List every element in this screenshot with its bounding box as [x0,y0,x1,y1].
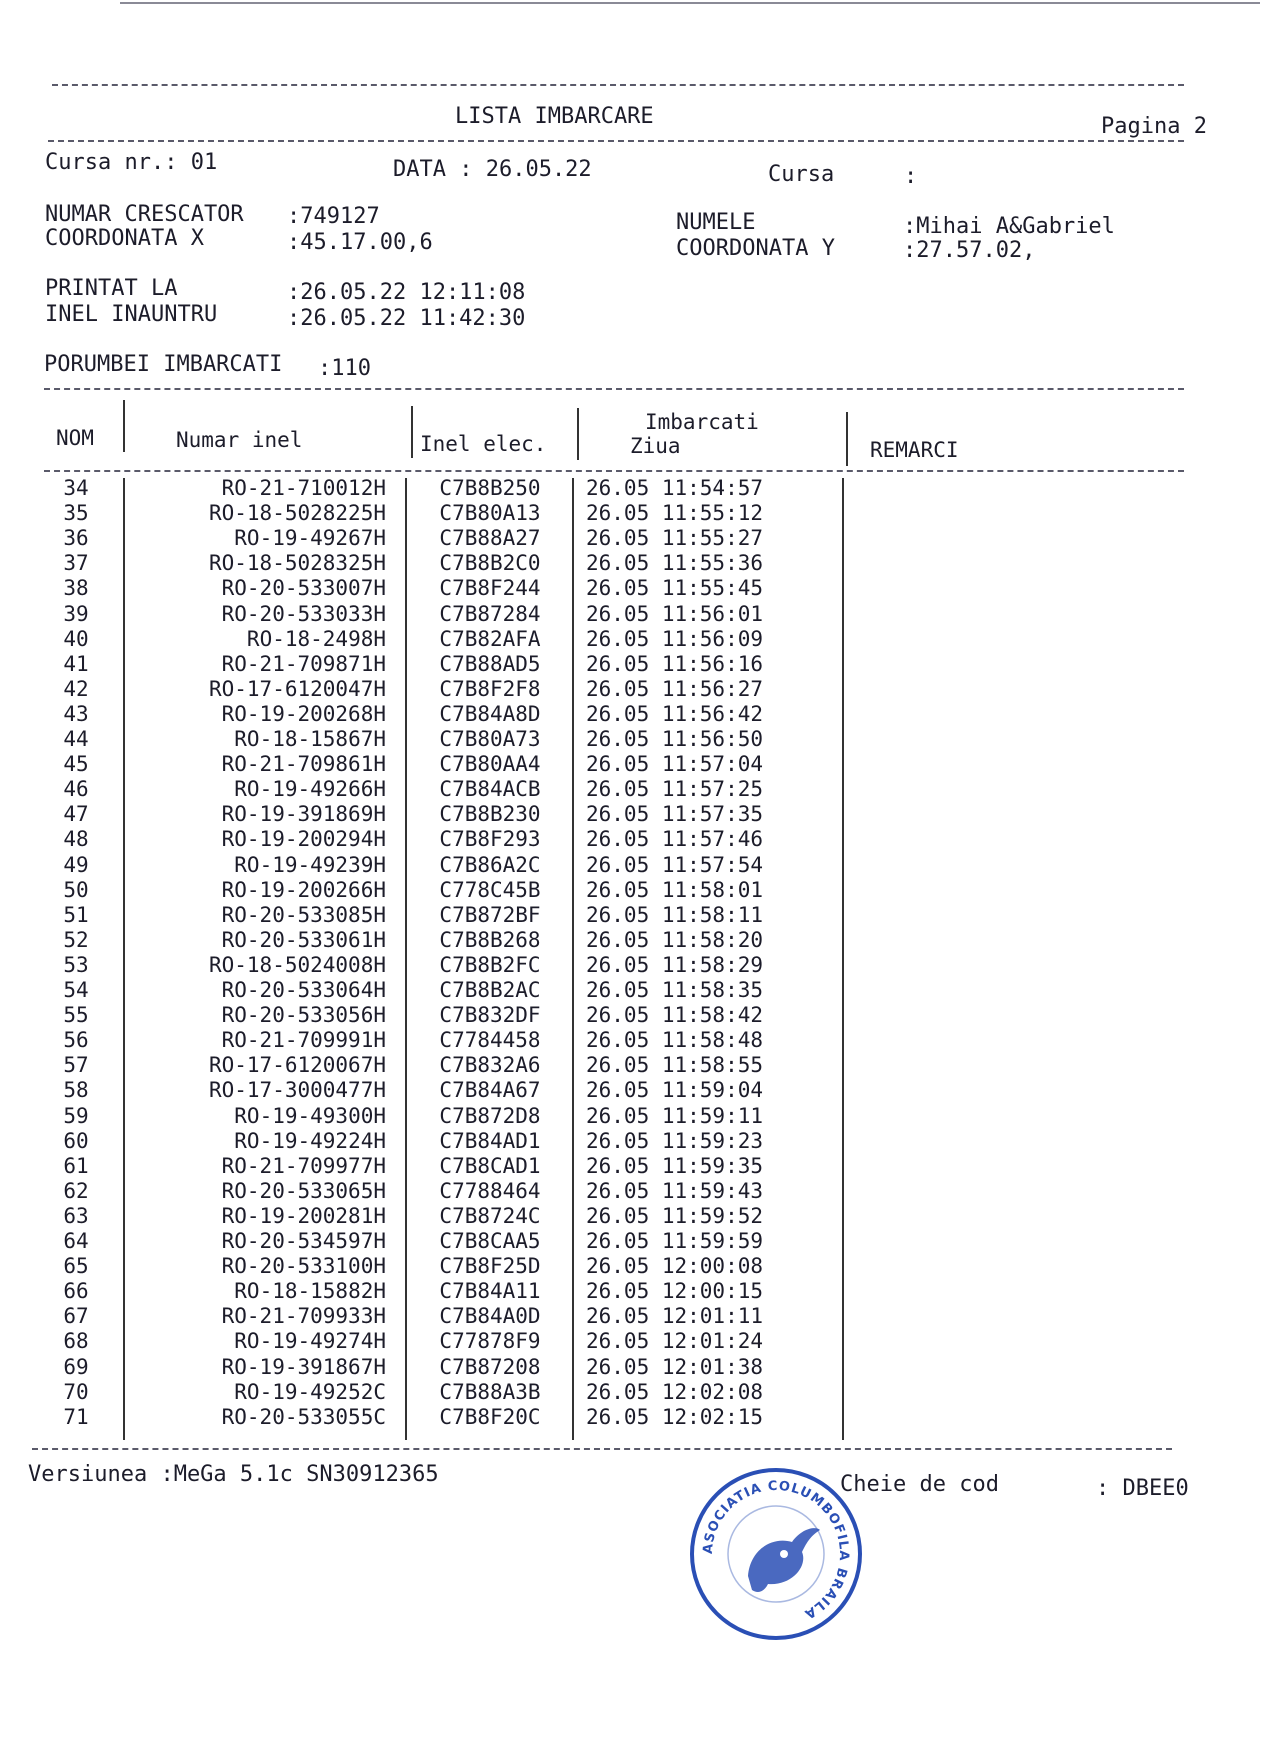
row-number: 59 [63,1103,89,1128]
table-row [0,652,1276,677]
row-number: 46 [63,777,89,802]
column-header-day: Ziua [630,434,681,458]
row-number: 49 [63,852,89,877]
boarding-time: 26.05 12:01:24 [586,1329,764,1354]
electronic-ring: C7B8B2AC [439,978,541,1002]
ring-number: RO-19-49224H [234,1128,386,1153]
breeder-name: :Mihai A&Gabriel [903,214,1115,239]
pigeons-boarded-count: :110 [318,356,371,381]
table-row [0,476,1276,501]
electronic-ring: C7B87208 [439,1354,541,1379]
electronic-ring: C778C45B [439,877,541,902]
ring-number: RO-19-200266H [221,877,386,902]
table-row [0,1279,1276,1304]
row-number: 41 [63,651,89,676]
boarding-time: 26.05 11:59:04 [586,1078,764,1103]
row-number: 50 [63,877,89,902]
row-number: 39 [63,601,89,626]
row-number: 67 [63,1304,89,1329]
electronic-ring: C7B84A67 [439,1078,541,1103]
table-row [0,1304,1276,1329]
table-row [0,1003,1276,1028]
ring-number: RO-19-200281H [221,1203,386,1228]
code-key-label: Cheie de cod [840,1472,999,1497]
row-number: 64 [63,1229,89,1253]
ring-number: RO-19-49300H [234,1103,386,1128]
ring-number: RO-19-49239H [234,852,386,877]
pigeons-boarded-label: PORUMBEI IMBARCATI [44,352,283,377]
boarding-time: 26.05 11:54:57 [586,476,764,500]
electronic-ring: C7B88AD5 [439,651,541,676]
row-number: 35 [63,501,89,526]
table-row [0,1053,1276,1078]
ring-number: RO-17-6120047H [208,676,386,701]
row-number: 52 [63,927,89,952]
ring-inside-label: INEL INAUNTRU [45,302,218,327]
table-row [0,802,1276,827]
ring-number: RO-21-709933H [221,1304,386,1329]
column-divider [577,408,579,460]
boarding-time: 26.05 11:55:45 [586,576,764,601]
table-row [0,727,1276,752]
table-row [0,1254,1276,1279]
electronic-ring: C7B84AD1 [439,1128,541,1153]
ring-number: RO-20-533085H [221,902,386,927]
table-row [0,853,1276,878]
boarding-time: 26.05 11:58:55 [586,1053,764,1078]
electronic-ring: C7B88A3B [439,1379,541,1404]
separator [32,1448,1172,1450]
ring-number: RO-20-533064H [221,978,386,1002]
electronic-ring: C7B8F293 [439,827,541,852]
column-header-boarded: Imbarcati [645,410,759,434]
ring-number: RO-21-710012H [221,476,386,500]
electronic-ring: C7B82AFA [439,626,541,651]
ring-number: RO-20-533065H [221,1178,386,1203]
electronic-ring: C7B80AA4 [439,752,541,777]
row-number: 43 [63,701,89,726]
electronic-ring: C7B872BF [439,902,541,927]
ring-number: RO-19-391869H [221,802,386,827]
boarding-time: 26.05 11:56:50 [586,727,764,751]
row-number: 66 [63,1279,89,1304]
row-number: 48 [63,827,89,852]
separator [44,388,1184,390]
electronic-ring: C7B80A13 [439,501,541,526]
course-date: DATA : 26.05.22 [393,157,592,182]
column-divider [846,412,848,466]
boarding-time: 26.05 11:57:54 [586,852,764,877]
ring-number: RO-19-200294H [221,827,386,852]
electronic-ring: C7B872D8 [439,1103,541,1128]
ring-number: RO-21-709861H [221,752,386,777]
boarding-time: 26.05 11:57:35 [586,802,764,827]
row-number: 45 [63,752,89,777]
ring-number: RO-18-15882H [234,1279,386,1304]
electronic-ring: C7B84A8D [439,701,541,726]
boarding-time: 26.05 11:58:11 [586,902,764,927]
boarding-time: 26.05 11:59:35 [586,1153,764,1178]
electronic-ring: C7B8B250 [439,476,541,500]
row-number: 65 [63,1254,89,1279]
table-row [0,1028,1276,1053]
table-row [0,702,1276,727]
ring-number: RO-21-709991H [221,1028,386,1053]
boarding-time: 26.05 11:59:43 [586,1178,764,1203]
name-label: NUMELE [676,210,756,235]
electronic-ring: C7B88A27 [439,526,541,551]
electronic-ring: C7B832DF [439,1003,541,1028]
electronic-ring: C7B8CAD1 [439,1153,541,1178]
table-row [0,752,1276,777]
column-header-ring: Numar inel [176,428,303,452]
boarding-time: 26.05 11:58:20 [586,927,764,952]
column-header-nom: NOM [56,426,94,450]
electronic-ring: C7B8B2C0 [439,551,541,576]
table-row [0,878,1276,903]
association-stamp [688,1466,864,1642]
electronic-ring: C7B84A11 [439,1279,541,1304]
row-number: 36 [63,526,89,551]
coord-y-label: COORDONATA Y [676,236,835,261]
boarding-time: 26.05 11:58:29 [586,952,764,977]
row-number: 40 [63,626,89,651]
electronic-ring: C7B84ACB [439,777,541,802]
boarding-time: 26.05 11:57:04 [586,752,764,777]
ring-number: RO-20-533061H [221,927,386,952]
row-number: 60 [63,1128,89,1153]
electronic-ring: C77878F9 [439,1329,541,1354]
electronic-ring: C7B87284 [439,601,541,626]
electronic-ring: C7784458 [439,1028,541,1053]
electronic-ring: C7B8F2F8 [439,676,541,701]
table-row [0,602,1276,627]
table-row [0,627,1276,652]
boarding-time: 26.05 11:57:46 [586,827,764,852]
row-number: 56 [63,1028,89,1053]
ring-number: RO-18-5024008H [208,952,386,977]
ring-number: RO-19-391867H [221,1354,386,1379]
code-key-value: : DBEE0 [1096,1476,1189,1501]
row-number: 38 [63,576,89,601]
row-number: 51 [63,902,89,927]
electronic-ring: C7B8724C [439,1203,541,1228]
boarding-time: 26.05 11:59:59 [586,1229,764,1253]
electronic-ring: C7B8F244 [439,576,541,601]
ring-number: RO-19-49274H [234,1329,386,1354]
table-row [0,1355,1276,1380]
coord-x: :45.17.00,6 [287,230,433,255]
row-number: 57 [63,1053,89,1078]
electronic-ring: C7B84A0D [439,1304,541,1329]
boarding-time: 26.05 11:56:16 [586,651,764,676]
boarding-time: 26.05 11:55:36 [586,551,764,576]
ring-number: RO-20-533100H [221,1254,386,1279]
ring-number: RO-20-533033H [221,601,386,626]
boarding-time: 26.05 11:56:01 [586,601,764,626]
separator [52,84,1184,86]
table-row [0,1179,1276,1204]
table-row [0,1104,1276,1129]
electronic-ring: C7B8B230 [439,802,541,827]
table-row [0,903,1276,928]
column-divider [123,400,125,452]
electronic-ring: C7B8B268 [439,927,541,952]
table-row [0,777,1276,802]
ring-number: RO-18-5028325H [208,551,386,576]
course-number: Cursa nr.: 01 [45,150,218,175]
ring-number: RO-18-5028225H [208,501,386,526]
ring-number: RO-21-709977H [221,1153,386,1178]
pigeon-icon [748,1528,820,1592]
stamp-text: ASOCIATIA COLUMBOFILA BRAILA [700,1478,852,1622]
coord-x-label: COORDONATA X [45,226,204,251]
page-number: Pagina 2 [1101,114,1207,139]
electronic-ring: C7B8F20C [439,1404,541,1429]
breeder-number: :749127 [287,204,380,229]
printed-label: PRINTAT LA [45,276,178,301]
table-row [0,526,1276,551]
row-number: 62 [63,1178,89,1203]
ring-number: RO-18-15867H [234,727,386,751]
column-header-elec: Inel elec. [420,432,547,456]
row-number: 71 [63,1404,89,1429]
separator [48,140,1184,142]
course-name-label: Cursa [768,162,835,187]
ring-number: RO-20-533055C [221,1404,386,1429]
boarding-time: 26.05 11:58:48 [586,1028,764,1053]
table-row [0,953,1276,978]
boarding-time: 26.05 12:00:15 [586,1279,764,1304]
page-top-edge [120,2,1260,4]
ring-number: RO-19-49267H [234,526,386,551]
table-row [0,551,1276,576]
table-row [0,1380,1276,1405]
row-number: 34 [63,476,89,500]
boarding-time: 26.05 12:01:38 [586,1354,764,1379]
boarding-time: 26.05 11:56:09 [586,626,764,651]
ring-number: RO-17-6120067H [208,1053,386,1078]
boarding-time: 26.05 11:59:11 [586,1103,764,1128]
table-row [0,827,1276,852]
boarding-time: 26.05 12:02:08 [586,1379,764,1404]
electronic-ring: C7B80A73 [439,727,541,751]
row-number: 69 [63,1354,89,1379]
electronic-ring: C7B832A6 [439,1053,541,1078]
electronic-ring: C7B8F25D [439,1254,541,1279]
electronic-ring: C7788464 [439,1178,541,1203]
separator [44,470,1184,472]
ring-inside: :26.05.22 11:42:30 [287,306,526,331]
boarding-time: 26.05 11:56:27 [586,676,764,701]
table-row [0,1154,1276,1179]
row-number: 70 [63,1379,89,1404]
boarding-time: 26.05 11:59:52 [586,1203,764,1228]
row-number: 44 [63,727,89,751]
boarding-time: 26.05 11:55:12 [586,501,764,526]
ring-number: RO-19-200268H [221,701,386,726]
table-row [0,978,1276,1003]
column-divider [411,406,413,458]
row-number: 53 [63,952,89,977]
electronic-ring: C7B8CAA5 [439,1229,541,1253]
row-number: 55 [63,1003,89,1028]
table-row [0,576,1276,601]
ring-number: RO-20-533056H [221,1003,386,1028]
boarding-time: 26.05 11:58:35 [586,978,764,1002]
ring-number: RO-20-534597H [221,1229,386,1253]
ring-number: RO-20-533007H [221,576,386,601]
row-number: 47 [63,802,89,827]
printed-at: :26.05.22 12:11:08 [287,280,526,305]
software-version: Versiunea :MeGa 5.1c SN30912365 [28,1462,439,1487]
row-number: 61 [63,1153,89,1178]
course-name-value: : [904,164,918,189]
table-row [0,1204,1276,1229]
table-row [0,501,1276,526]
row-number: 68 [63,1329,89,1354]
row-number: 63 [63,1203,89,1228]
table-row [0,1229,1276,1254]
table-row [0,677,1276,702]
boarding-time: 26.05 11:59:23 [586,1128,764,1153]
row-number: 37 [63,551,89,576]
table-row [0,1078,1276,1103]
coord-y: :27.57.02, [903,238,1036,263]
table-row [0,1129,1276,1154]
boarding-time: 26.05 11:57:25 [586,777,764,802]
ring-number: RO-21-709871H [221,651,386,676]
electronic-ring: C7B8B2FC [439,952,541,977]
boarding-time: 26.05 12:01:11 [586,1304,764,1329]
row-number: 58 [63,1078,89,1103]
row-number: 54 [63,978,89,1002]
boarding-time: 26.05 11:55:27 [586,526,764,551]
boarding-time: 26.05 11:56:42 [586,701,764,726]
breeder-number-label: NUMAR CRESCATOR [45,202,244,227]
boarding-time: 26.05 11:58:42 [586,1003,764,1028]
column-header-remarks: REMARCI [870,438,959,462]
ring-number: RO-18-2498H [246,626,386,651]
boarding-time: 26.05 12:02:15 [586,1404,764,1429]
ring-number: RO-19-49252C [234,1379,386,1404]
electronic-ring: C7B86A2C [439,852,541,877]
table-row [0,1405,1276,1430]
boarding-time: 26.05 11:58:01 [586,877,764,902]
table-row [0,1329,1276,1354]
row-number: 42 [63,676,89,701]
table-row [0,928,1276,953]
boarding-time: 26.05 12:00:08 [586,1254,764,1279]
ring-number: RO-19-49266H [234,777,386,802]
ring-number: RO-17-3000477H [208,1078,386,1103]
page-title: LISTA IMBARCARE [455,104,654,129]
